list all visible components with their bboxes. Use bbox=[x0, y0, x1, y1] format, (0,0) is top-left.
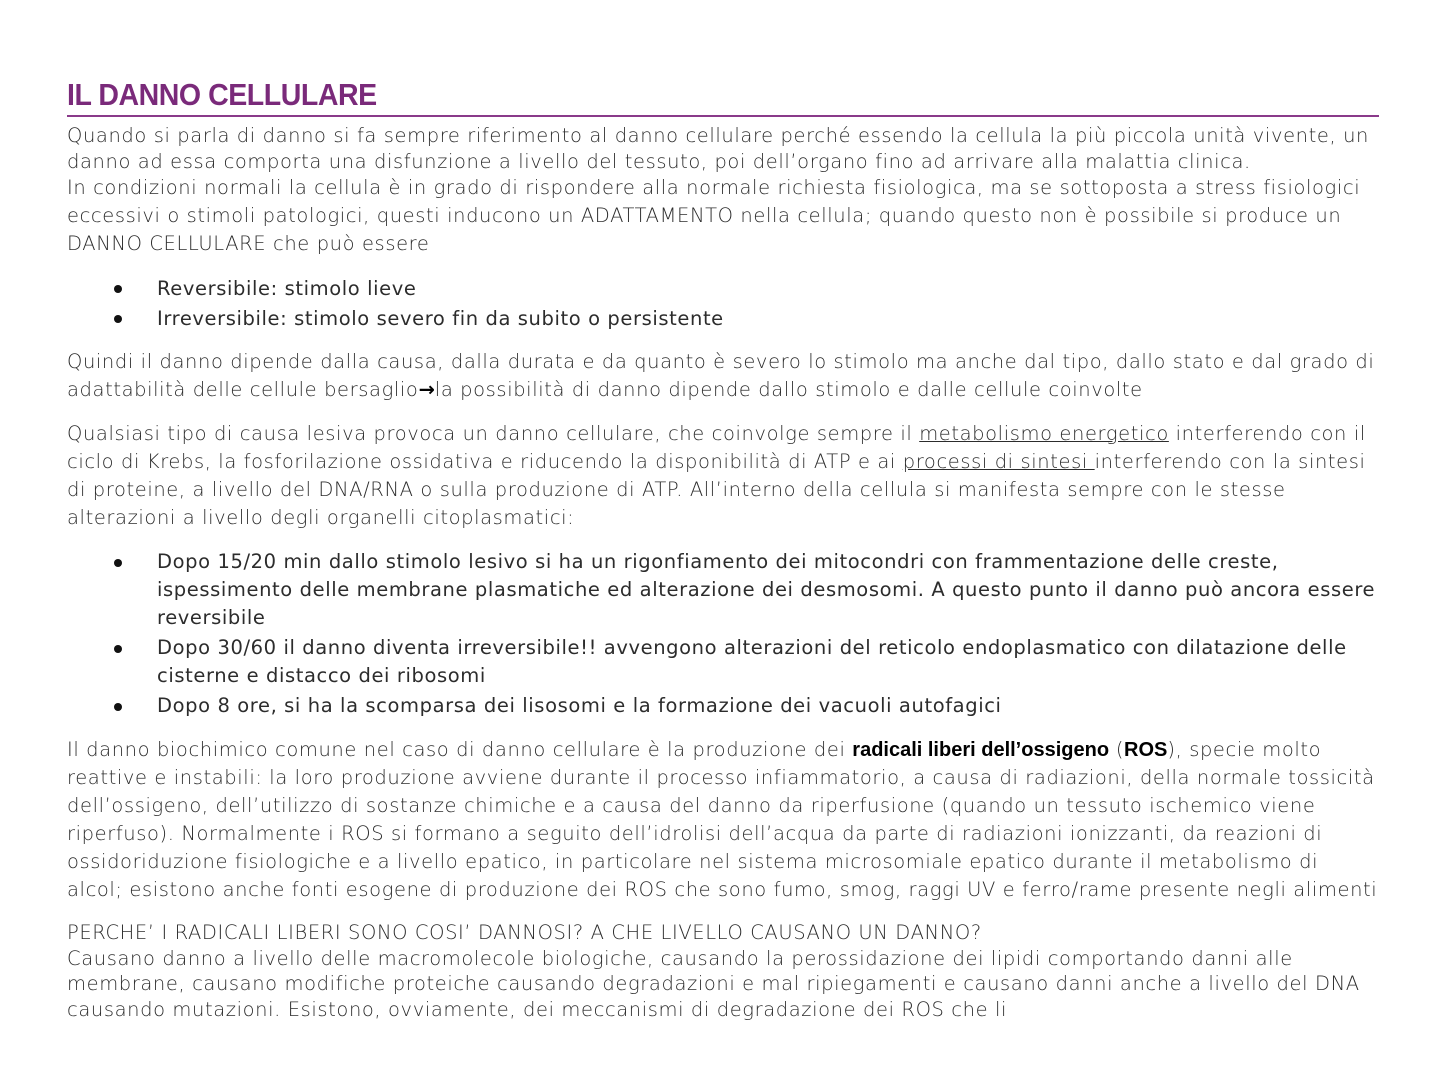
bullet-icon bbox=[114, 559, 122, 567]
paragraph-intro: Quando si parla di danno si fa sempre riferimento al danno cellulare perché essendo la cellula la più piccola unità vivente, un danno ad essa comporta una disfunzione a livello del tessuto, poi dell’organo fino ad arrivare alla malattia clinica. bbox=[67, 124, 1369, 173]
paragraph-damage-factors bbox=[67, 348, 1379, 404]
text-span: interferendo con il ciclo di Krebs, la fosforilazione ossidativa e riducendo la disponibilità di ATP e ai bbox=[67, 422, 1366, 473]
bullet-icon bbox=[114, 703, 122, 711]
list-item bbox=[67, 274, 1379, 304]
question-heading: PERCHE’ I RADICALI LIBERI SONO COSI’ DANNOSI? A CHE LIVELLO CAUSANO UN DANNO? bbox=[67, 921, 982, 944]
organelle-alterations-list bbox=[67, 548, 1379, 720]
list-item bbox=[67, 634, 1379, 692]
underlined-term: metabolismo energetico bbox=[919, 422, 1169, 445]
damage-types-list bbox=[67, 274, 1379, 334]
bullet-icon bbox=[114, 285, 122, 293]
list-item bbox=[67, 692, 1379, 720]
list-item-text: Irreversibile: stimolo severo fin da subito o persistente bbox=[157, 307, 724, 330]
text-span: Quindi il danno dipende dalla causa, dalla durata e da quanto è severo lo stimolo ma anche dal tipo, dallo stato e dal grado di adattabilità delle cellule bersaglio bbox=[67, 350, 1375, 401]
bullet-icon bbox=[114, 315, 122, 323]
paragraph-ros bbox=[67, 736, 1379, 904]
text-span: Qualsiasi tipo di causa lesiva provoca un danno cellulare, che coinvolge sempre il bbox=[67, 422, 920, 445]
list-item bbox=[67, 304, 1379, 334]
text-span: la possibilità di danno dipende dallo stimolo e dalle cellule coinvolte bbox=[434, 378, 1143, 401]
list-item-text: Reversibile: stimolo lieve bbox=[157, 277, 417, 300]
paragraph-ros-damage: Causano danno a livello delle macromolecole biologiche, causando la perossidazione dei lipidi comportando danni alle membrane, causano modifiche proteiche causando degradazioni e mal ripiegamenti e causano danni anche a livello del DNA causando mutazioni. Esistono, ovviamente, dei meccanismi di degradazione dei ROS che li bbox=[67, 946, 1360, 1021]
text-span: ( bbox=[1109, 738, 1125, 761]
text-span: ), specie molto reattive e instabili: la loro produzione avviene durante il processo infiammatorio, a causa di radiazioni, della normale tossicità dell’ossigeno, dell’utilizzo di sostanze chimiche e a causa del danno da riperfusione (quando un tessuto ischemico viene riperfuso). Normalmente i ROS si formano a seguito dell’idrolisi dell’acqua da parte di radiazioni ionizzanti, da reazioni di ossidoriduzione fisiologiche e a livello epatico, in particolare nel sistema microsomiale epatico durante il metabolismo di alcol; esistono anche fonti esogene di produzione dei ROS che sono fumo, smog, raggi UV e ferro/rame presente negli alimenti bbox=[67, 738, 1378, 901]
text-span: interferendo con la sintesi di proteine, a livello del DNA/RNA o sulla produzione di ATP. All’interno della cellula si manifesta sempre con le stesse alterazioni a livello degli organelli citoplasmatici: bbox=[67, 450, 1366, 529]
text-span: Il danno biochimico comune nel caso di danno cellulare è la produzione dei bbox=[67, 738, 853, 761]
title-underline bbox=[67, 115, 1379, 117]
document-page bbox=[67, 76, 1379, 1022]
list-item-text: Dopo 15/20 min dallo stimolo lesivo si ha un rigonfiamento dei mitocondri con frammentazione delle creste, ispessimento delle membrane plasmatiche ed alterazione dei desmosomi. A questo punto il danno può ancora essere reversibile bbox=[157, 550, 1376, 629]
bullet-icon bbox=[114, 645, 122, 653]
paragraph-metabolism bbox=[67, 420, 1379, 532]
bold-term: ROS bbox=[1124, 739, 1168, 761]
underlined-term: processi di sintesi bbox=[902, 450, 1095, 473]
list-item-text: Dopo 8 ore, si ha la scomparsa dei lisosomi e la formazione dei vacuoli autofagici bbox=[157, 694, 1002, 717]
bold-term: radicali liberi dell’ossigeno bbox=[852, 739, 1110, 761]
list-item-text: Dopo 30/60 il danno diventa irreversibile!! avvengono alterazioni del reticolo endoplasmatico con dilatazione delle cisterne e distacco dei ribosomi bbox=[157, 636, 1347, 687]
arrow-right-icon: → bbox=[418, 378, 435, 401]
paragraph-conditions: In condizioni normali la cellula è in grado di rispondere alla normale richiesta fisiologica, ma se sottoposta a stress fisiologici eccessivi o stimoli patologici, questi inducono un ADATTAMENTO nella cellula; quando questo non è possibile si produce un DANNO CELLULARE che può essere bbox=[67, 176, 1361, 255]
page-title: IL DANNO CELLULARE bbox=[67, 77, 377, 112]
list-item bbox=[67, 548, 1379, 634]
